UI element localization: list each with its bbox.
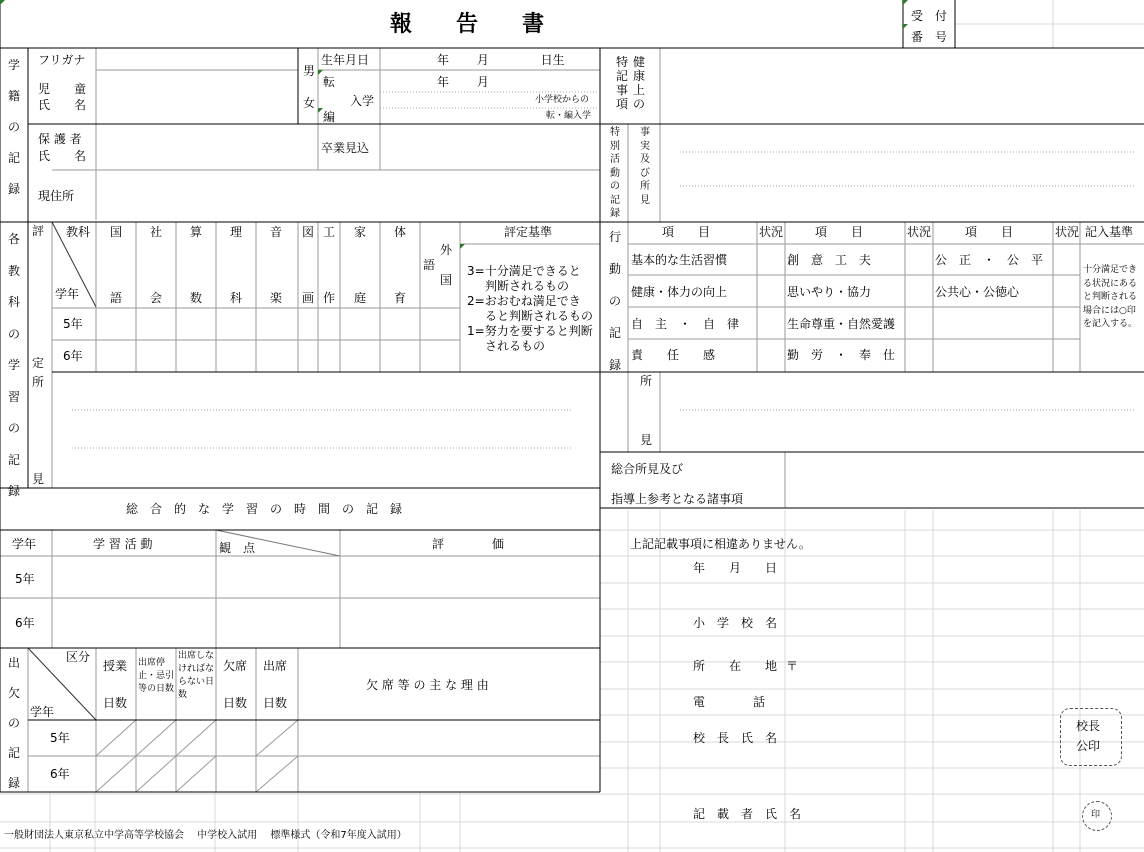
absent-days-label-2: 日数 [223, 696, 248, 710]
integrated-evaluation-header: 評 価 [432, 537, 505, 551]
subject-4-bottom: 楽 [270, 291, 283, 305]
subject-5-bottom: 画 [302, 291, 315, 305]
behavior-shoken-2: 見 [640, 433, 653, 447]
behavior-col2-item-2: 生命尊重・自然愛護 [787, 317, 896, 331]
behavior-status-header-3: 状況 [1055, 225, 1080, 239]
subjects-section-title: 各教科の学習の記録 [7, 232, 20, 498]
hyotei-label: 評 [32, 224, 45, 238]
attendance-year6: 6年 [50, 767, 70, 781]
criteria-1b: されるもの [485, 339, 546, 353]
absence-reason-header: 欠 席 等 の 主 な 理 由 [366, 678, 489, 692]
attendance-year: 学年 [30, 705, 55, 719]
behavior-item-header-1: 項 目 [662, 225, 711, 239]
class-days-label-2: 日数 [103, 696, 128, 710]
criteria-2b: ると判断されるもの [485, 309, 594, 323]
criteria-3: 3=十分満足できると [467, 264, 581, 278]
subject-3-bottom: 科 [230, 291, 243, 305]
overall-field[interactable] [790, 456, 1140, 504]
subject-3-top: 理 [230, 225, 243, 239]
birthdate-value[interactable]: 年 月 日生 [437, 53, 565, 67]
present-days-label-2: 日数 [263, 696, 288, 710]
behavior-col3-item-0: 公 正 ・ 公 平 [935, 253, 1044, 267]
transfer-label-2: 編 [323, 110, 336, 124]
stamp-label: 印 [1091, 810, 1101, 820]
subject-4-top: 音 [270, 225, 283, 239]
integrated-study-title: 総 合 的 な 学 習 の 時 間 の 記 録 [126, 502, 403, 516]
seal-label-2: 公印 [1076, 739, 1101, 753]
foreign-lang-label-2: 国 [440, 273, 453, 287]
absent-days-label-1: 欠席 [223, 659, 248, 673]
integrated-year-header: 学年 [12, 537, 37, 551]
behavior-section-title: 行動の記録 [608, 230, 621, 372]
guardian-name-field[interactable] [100, 128, 312, 168]
subjects-shoken-1: 所 [32, 375, 45, 389]
behavior-status-header-2: 状況 [907, 225, 932, 239]
furigana-field[interactable] [100, 51, 295, 68]
behavior-item-header-2: 項 目 [815, 225, 864, 239]
integrated-activity-header: 学 習 活 動 [93, 537, 153, 551]
subject-8-top: 体 [394, 225, 407, 239]
phone-label: 電 話 [693, 695, 766, 709]
seal-label-1: 校長 [1076, 719, 1101, 733]
criteria-title: 評定基準 [504, 225, 553, 239]
school-name-label: 小 学 校 名 [693, 616, 778, 630]
child-name-label: 児 童 [38, 82, 87, 96]
behavior-col1-item-0: 基本的な生活習慣 [631, 253, 728, 267]
behavior-status-header-1: 状況 [759, 225, 784, 239]
behavior-col2-item-0: 創 意 工 夫 [787, 253, 872, 267]
attendance-section-title: 出欠の記録 [7, 656, 20, 790]
entry-criteria-note: 十分満足できる状況にあると判断される場合には○印を記入する。 [1083, 265, 1138, 329]
subject-7-bottom: 庭 [354, 291, 367, 305]
overall-label-2: 指導上参考となる諸事項 [611, 492, 744, 506]
criteria-3b: 判断されるもの [485, 279, 570, 293]
year-header: 学年 [55, 287, 80, 301]
hyotei-label-2: 定 [32, 356, 45, 370]
behavior-col1-item-3: 責 任 感 [631, 348, 716, 362]
foreign-lang-label-3: 語 [423, 258, 436, 272]
integrated-year5: 5年 [15, 572, 35, 586]
integrated-year6: 6年 [15, 616, 35, 630]
subject-1-top: 社 [150, 225, 163, 239]
birthdate-label: 生年月日 [321, 53, 370, 67]
transfer-admission-label: 転・編入学 [546, 111, 592, 121]
principal-name-label: 校 長 氏 名 [693, 731, 778, 745]
foreign-lang-label-1: 外 [440, 243, 453, 257]
address-field[interactable] [100, 174, 595, 218]
address-label: 現住所 [38, 189, 75, 203]
criteria-2: 2=おおむね満足でき [467, 294, 581, 308]
postal-mark: 〒 [786, 659, 799, 673]
subject-2-bottom: 数 [190, 291, 203, 305]
subject-0-top: 国 [110, 225, 123, 239]
present-days-label-1: 出席 [263, 659, 288, 673]
writer-name-label: 記 載 者 氏 名 [693, 807, 802, 821]
transfer-label: 転 [323, 75, 336, 89]
admission-label: 入学 [350, 94, 375, 108]
entry-criteria-header: 記入基準 [1085, 225, 1134, 239]
guardian-label: 保 護 者 [38, 132, 82, 146]
school-address-label: 所 在 地 [693, 659, 778, 673]
attendance-kubun: 区分 [66, 650, 91, 664]
health-label-right: 健康上の [632, 55, 645, 111]
subject-header: 教科 [66, 225, 91, 239]
suspension-days-label: 出席停止・忌引等の日数 [138, 658, 175, 694]
health-notes-field[interactable] [666, 52, 1136, 120]
behavior-col2-item-3: 勤 労 ・ 奉 仕 [787, 348, 896, 362]
form-title: 報 告 書 [390, 12, 545, 37]
behavior-col2-item-1: 思いやり・協力 [787, 285, 872, 299]
subject-0-bottom: 語 [110, 291, 123, 305]
subject-2-top: 算 [190, 225, 203, 239]
certification-statement: 上記記載事項に相違ありません。 [630, 537, 811, 551]
reception-label: 受 付 [911, 9, 948, 23]
enrollment-section-title: 学籍の記録 [7, 58, 20, 196]
special-activity-label: 特別活動の記録 [610, 127, 620, 219]
class-days-label-1: 授業 [103, 659, 128, 673]
principal-seal-box [1060, 708, 1122, 766]
graduation-label: 卒業見込 [321, 141, 370, 155]
subject-6-bottom: 作 [323, 291, 336, 305]
subject-7-top: 家 [354, 225, 367, 239]
from-school-label: 小学校からの [535, 95, 590, 105]
subject-6-top: 工 [323, 225, 336, 239]
subjects-findings-field[interactable] [60, 378, 580, 482]
subject-1-bottom: 会 [150, 291, 163, 305]
footer-note: 一般財団法人東京私立中学高等学校協会 中学校入試用 標準様式（令和7年度入試用） [4, 830, 407, 841]
behavior-shoken-1: 所 [640, 374, 653, 388]
transfer-date[interactable]: 年 月 [437, 75, 489, 89]
integrated-viewpoint-header: 観 点 [219, 541, 256, 555]
special-activity-findings-label: 事実及び所見 [640, 127, 650, 206]
certification-date[interactable]: 年 月 日 [693, 561, 778, 575]
male-option[interactable]: 男 [303, 64, 316, 78]
behavior-item-header-3: 項 目 [965, 225, 1014, 239]
behavior-col3-item-1: 公共心・公徳心 [935, 285, 1020, 299]
number-label: 番 号 [911, 30, 948, 44]
special-activity-field[interactable] [666, 128, 1136, 218]
furigana-label: フリガナ [38, 53, 86, 67]
guardian-label-2: 氏 名 [38, 149, 87, 163]
year6-label: 6年 [63, 349, 83, 363]
overall-label-1: 総合所見及び [611, 462, 684, 476]
subject-8-bottom: 育 [394, 291, 407, 305]
behavior-col1-item-1: 健康・体力の向上 [631, 285, 728, 299]
behavior-col1-item-2: 自 主 ・ 自 律 [631, 317, 740, 331]
year5-label: 5年 [63, 317, 83, 331]
criteria-1: 1=努力を要すると判断 [467, 324, 593, 338]
subject-5-top: 図 [302, 225, 315, 239]
health-label-left: 特記事項 [615, 55, 628, 111]
reception-number-field[interactable] [960, 4, 1050, 44]
child-name-field[interactable] [100, 74, 295, 120]
child-name-label-2: 氏 名 [38, 98, 87, 112]
female-option[interactable]: 女 [303, 96, 316, 110]
behavior-findings-field[interactable] [666, 376, 1136, 448]
attendance-year5: 5年 [50, 731, 70, 745]
required-days-label: 出席しなければならない日数 [178, 651, 215, 700]
subjects-shoken-2: 見 [32, 472, 45, 486]
